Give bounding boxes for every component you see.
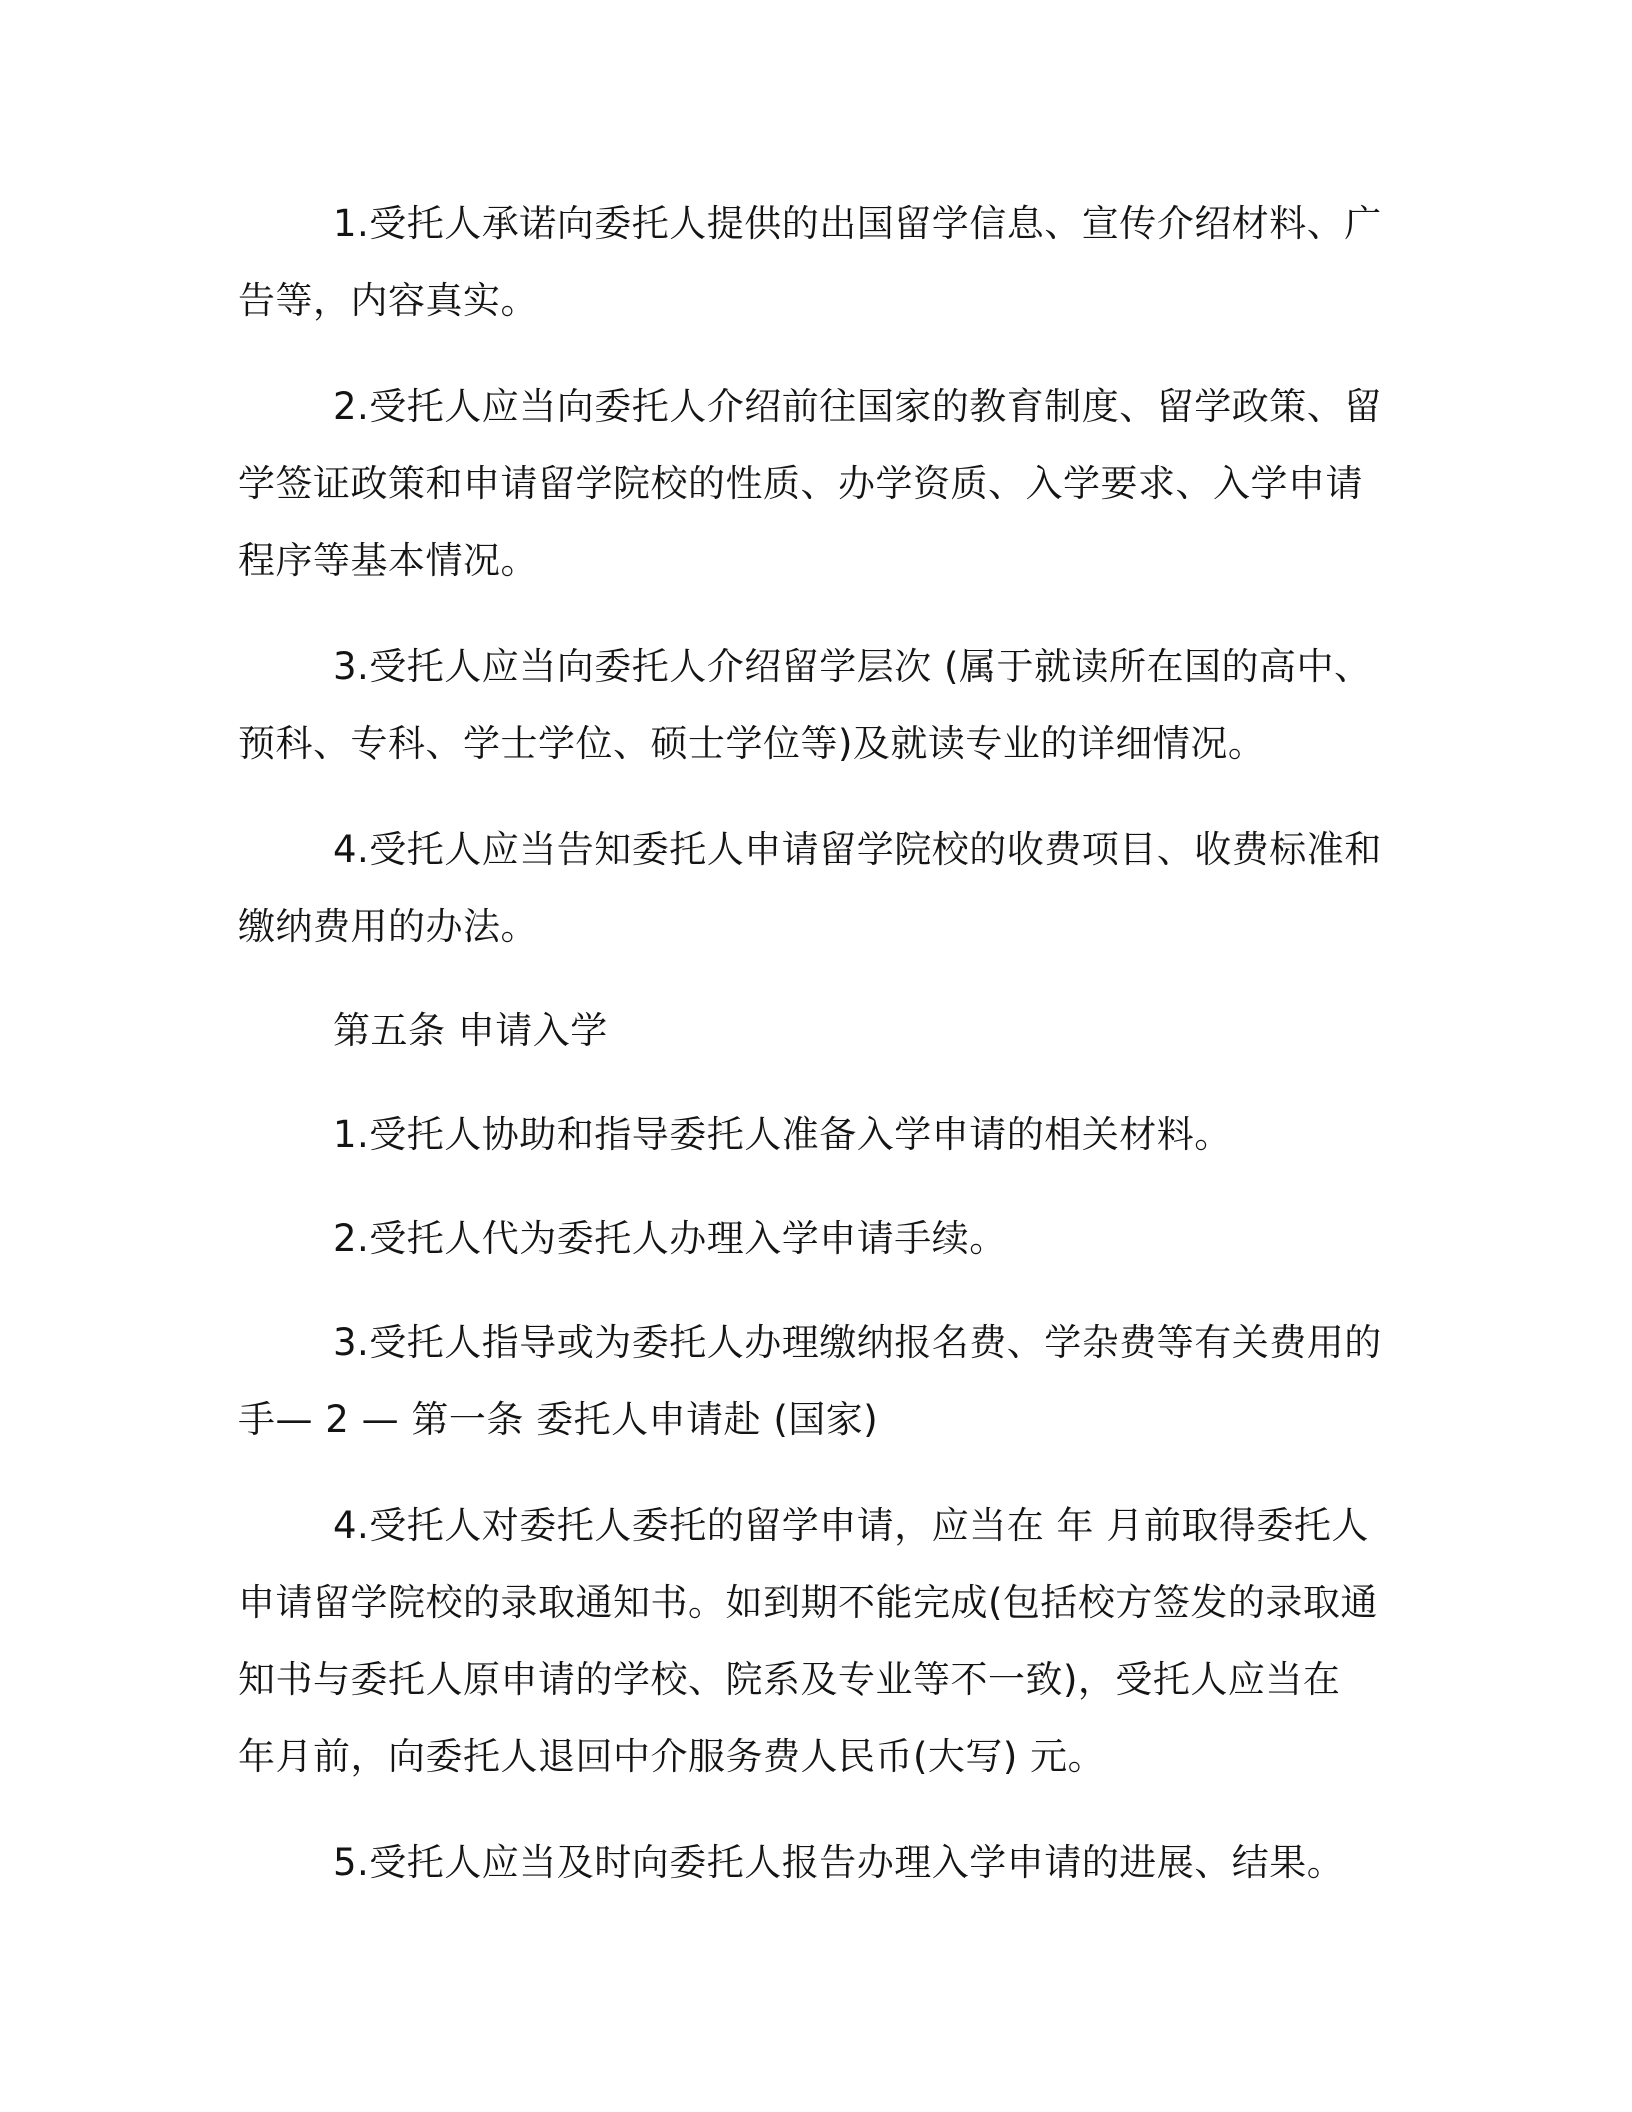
paragraph-clause-3: 3.受托人应当向委托人介绍留学层次 (属于就读所在国的高中、预科、专科、学士学位、硕士学位等)及就读专业的详细情况。 [238,645,1372,765]
paragraph-clause-2: 2.受托人应当向委托人介绍前往国家的教育制度、留学政策、留学签证政策和申请留学院校的性质、办学资质、入学要求、入学申请程序等基本情况。 [238,385,1382,582]
paragraph-admission-5: 5.受托人应当及时向委托人报告办理入学申请的进展、结果。 [333,1841,1345,1884]
paragraph-admission-3: 3.受托人指导或为委托人办理缴纳报名费、学杂费等有关费用的手— 2 — 第一条 委托人申请赴 (国家) [238,1321,1382,1441]
paragraph-admission-2: 2.受托人代为委托人办理入学申请手续。 [333,1217,1007,1260]
paragraph-admission-1: 1.受托人协助和指导委托人准备入学申请的相关材料。 [333,1113,1232,1156]
paragraph-admission-4: 4.受托人对委托人委托的留学申请，应当在 年 月前取得委托人申请留学院校的录取通知书。如到期不能完成(包括校方签发的录取通知书与委托人原申请的学校、院系及专业等不一致)，受托人应当在 年月前，向委托人退回中介服务费人民币(大写) 元。 [238,1504,1378,1778]
section-heading-article-5: 第五条 申请入学 [333,1009,608,1052]
paragraph-clause-4: 4.受托人应当告知委托人申请留学院校的收费项目、收费标准和缴纳费用的办法。 [238,828,1382,948]
document-page [238,185,1388,1901]
paragraph-clause-1: 1.受托人承诺向委托人提供的出国留学信息、宣传介绍材料、广告等，内容真实。 [238,202,1382,322]
